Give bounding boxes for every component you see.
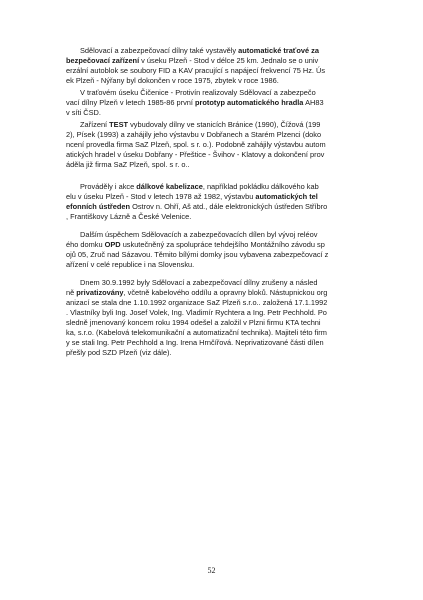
- bold-text: bezpečovací zařízení: [66, 56, 140, 65]
- bold-text: efonních ústředen: [66, 202, 131, 211]
- text-line: [66, 202, 366, 212]
- text-run: 2), Písek (1993) a zahájily jeho výstavbu v Dobřanech a Starém Plzenci (doko: [66, 130, 322, 139]
- text-line: [66, 130, 366, 140]
- text-line: [66, 192, 366, 202]
- text-run: ně: [66, 288, 77, 297]
- text-run: vací dílny Plzeň v letech 1985-86 první: [66, 98, 195, 107]
- paragraph: [66, 182, 366, 222]
- text-run: Prováděly i akce: [80, 182, 137, 191]
- paragraph: [66, 120, 366, 170]
- text-run: Ostrov n. Ohří, Aš atd., dále elektronických ústředen Stříbro: [130, 202, 328, 211]
- bold-text: automatických tel: [255, 192, 318, 201]
- text-run: V traťovém úseku Čičenice - Protivín realizovaly Sdělovací a zabezpečo: [80, 88, 316, 97]
- paragraph: [66, 88, 366, 118]
- bold-text: OPD: [104, 240, 121, 249]
- bold-text: privatizovány: [76, 288, 124, 297]
- text-line: [66, 328, 366, 338]
- text-line: [66, 56, 366, 66]
- bold-text: automatické traťové za: [238, 46, 319, 55]
- text-line: [66, 150, 366, 160]
- page-number: 52: [207, 566, 216, 575]
- text-run: uskutečněný za spolupráce tehdejšího Montážního závodu sp: [120, 240, 325, 249]
- text-run: přešly pod SZD Plzeň (viz dále).: [66, 348, 172, 357]
- text-run: anizací se stala dne 1.10.1992 organizace SaZ Plzeň s.r.o.. založená 17.1.1992: [66, 298, 328, 307]
- text-line: [66, 120, 366, 130]
- text-line: [66, 212, 366, 222]
- text-line: [66, 308, 366, 318]
- text-run: atických hradel v úseku Dobřany - Přeštice - Švihov - Klatovy a dokončení prov: [66, 150, 325, 159]
- text-line: [66, 348, 366, 358]
- text-line: [66, 88, 366, 98]
- text-run: erzální autoblok se soubory FID a KAV pracující s napájecí frekvencí 75 Hz. Ús: [66, 66, 326, 75]
- text-run: ařízení v celé republice i na Slovensku.: [66, 260, 195, 269]
- text-run: , například pokládku dálkového kab: [202, 182, 319, 191]
- bold-text: TEST: [109, 120, 129, 129]
- text-line: [66, 250, 366, 260]
- text-run: v síti ČSD.: [66, 108, 101, 117]
- text-run: vybudovaly dílny ve stanicích Bránice (1990), Čížová (199: [128, 120, 321, 129]
- text-line: [66, 278, 366, 288]
- text-run: áděla již firma SaZ Plzeň, spol. s r. o..: [66, 160, 190, 169]
- paragraph: [66, 230, 366, 270]
- text-line: [66, 182, 366, 192]
- text-run: Dalším úspěchem Sdělovacích a zabezpečovacích dílen byl vývoj reléov: [80, 230, 318, 239]
- text-run: . Vlastníky byli Ing. Josef Volek, Ing. Vladimír Rychtera a Ing. Petr Pechhold. Po: [66, 308, 327, 317]
- text-line: [66, 288, 366, 298]
- paragraph: [66, 278, 366, 358]
- text-line: [66, 108, 366, 118]
- text-line: [66, 160, 366, 170]
- text-run: sledně jmenovaný koncem roku 1994 odešel a založil v Plzni firmu KTA techni: [66, 318, 321, 327]
- text-run: , Františkovy Lázně a České Velenice.: [66, 212, 192, 221]
- bold-text: prototyp automatického hradla: [195, 98, 304, 107]
- text-line: [66, 66, 366, 76]
- text-line: [66, 318, 366, 328]
- text-line: [66, 230, 366, 240]
- text-run: ojů 05, Zruč nad Sázavou. Těmito bílými domky jsou vybavena zabezpečovací z: [66, 250, 329, 259]
- text-run: Zařízení: [80, 120, 110, 129]
- text-run: Dnem 30.9.1992 byly Sdělovací a zabezpečovací dílny zrušeny a násled: [80, 278, 318, 287]
- text-line: [66, 298, 366, 308]
- text-run: v úseku Plzeň - Stod v délce 25 km. Jednalo se o univ: [139, 56, 319, 65]
- text-line: [66, 76, 366, 86]
- text-line: [66, 46, 366, 56]
- text-run: y se stali Ing. Petr Pechhold a Ing. Irena Hrnčířová. Neprivatizované části dílen: [66, 338, 324, 347]
- text-run: AH83: [303, 98, 324, 107]
- text-run: , včetně kabelového oddílu a opravny bloků. Nástupnickou org: [123, 288, 328, 297]
- text-run: ého domku: [66, 240, 105, 249]
- text-run: ncení provedla firma SaZ Plzeň, spol. s r. o.). Podobně zahájily výstavbu autom: [66, 140, 326, 149]
- text-line: [66, 338, 366, 348]
- paragraph: [66, 46, 366, 86]
- text-run: ek Plzeň - Nýřany byl dokončen v roce 1975, zbytek v roce 1986.: [66, 76, 279, 85]
- text-line: [66, 240, 366, 250]
- text-run: ka, s.r.o. (Kabelová telekomunikační a automatizační technika). Majiteli této firm: [66, 328, 327, 337]
- text-line: [66, 140, 366, 150]
- text-run: Sdělovací a zabezpečovací dílny také vystavěly: [80, 46, 239, 55]
- bold-text: dálkové kabelizace: [136, 182, 203, 191]
- text-line: [66, 260, 366, 270]
- text-line: [66, 98, 366, 108]
- text-run: elu v úseku Plzeň - Stod v letech 1978 až 1982, výstavbu: [66, 192, 256, 201]
